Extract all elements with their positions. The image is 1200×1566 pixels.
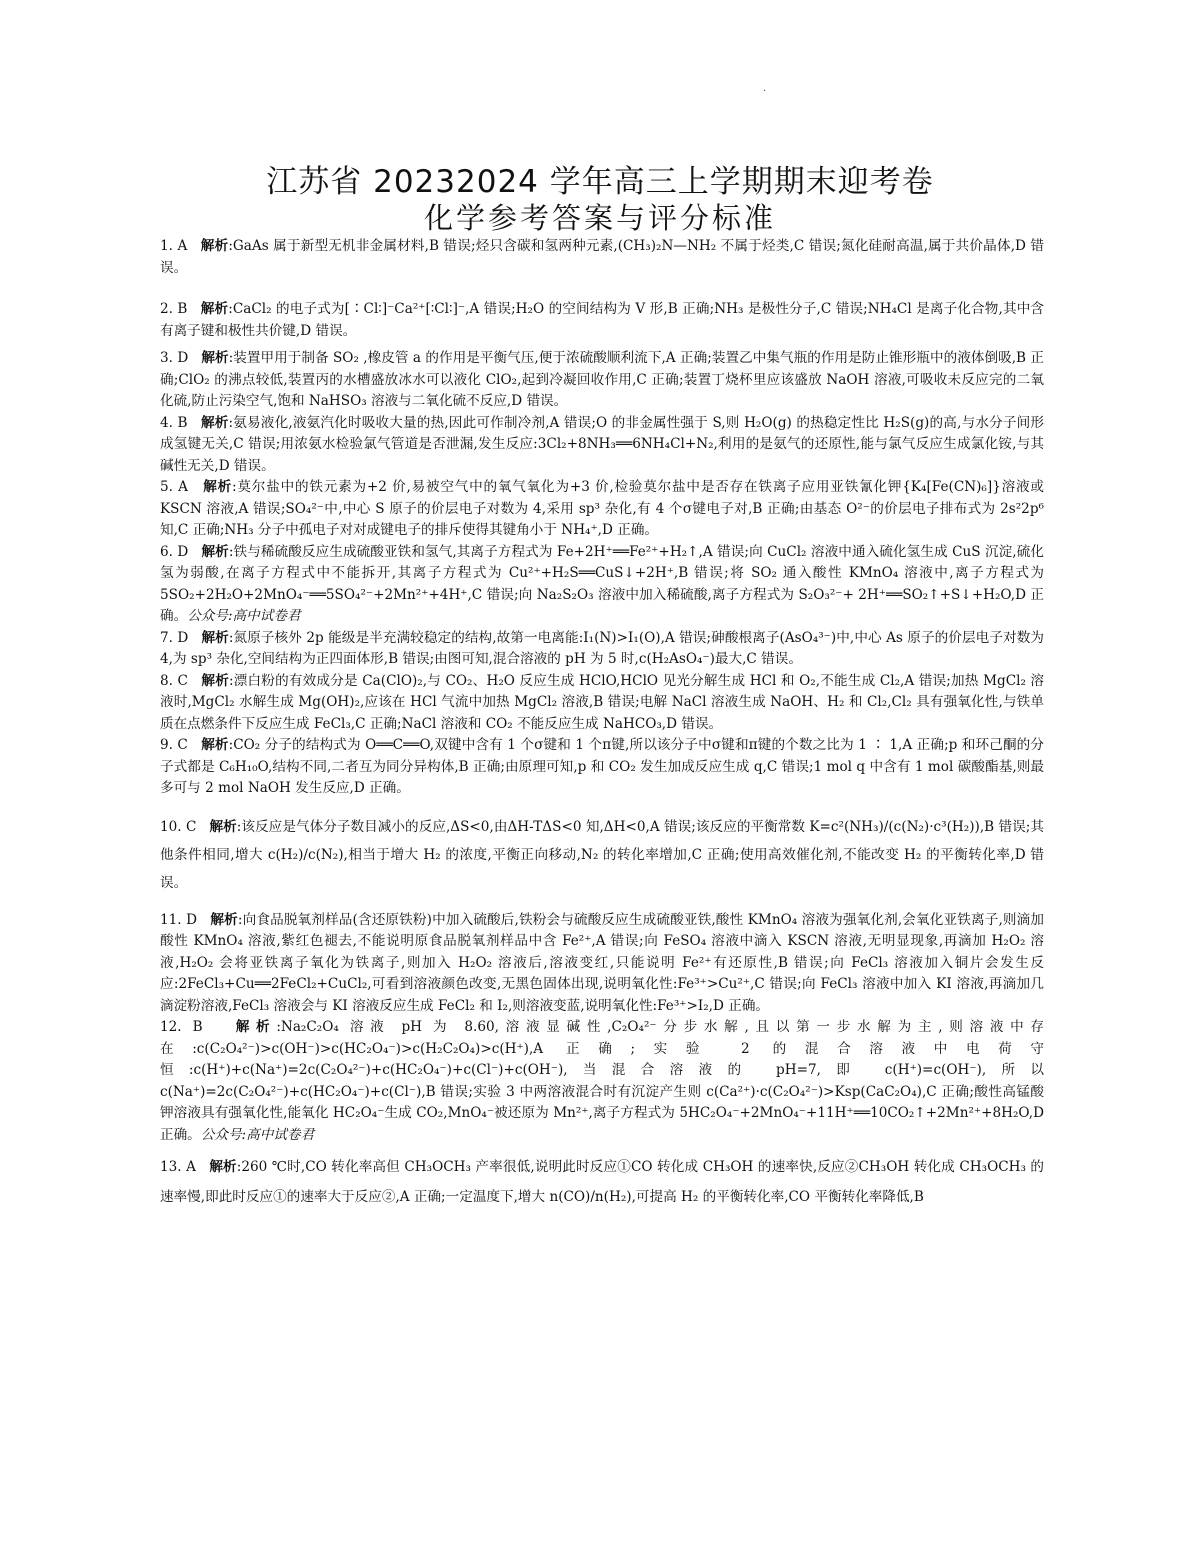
- answer-text: :氨易液化,液氨汽化时吸收大量的热,因此可作制冷剂,A 错误;O 的非金属性强于 S,则 H₂O(g) 的热稳定性比 H₂S(g)的高,与水分子间形成氢键无关,C 错误;用浓氨水检验氯气管道是否泄漏,发生反应:3Cl₂+8NH₃══6NH₄Cl+N₂,利用的是氨气的还原性,能与氯气反应生成氯化铵,与其碱性无关,D 错误。: [160, 414, 1045, 474]
- answer-label: 解析: [200, 414, 229, 431]
- answer-text: :CaCl₂ 的电子式为[∶Cl∶]⁻Ca²⁺[∶Cl∶]⁻,A 错误;H₂O 的空间结构为 V 形,B 正确;NH₃ 是极性分子,C 错误;NH₄Cl 是离子化合物,其中含有离子键和极性共价键,D 错误。: [160, 301, 1045, 339]
- answer-number: 8. C: [160, 672, 188, 689]
- answer-number: 7. D: [160, 629, 189, 646]
- answer-item-5: [160, 477, 1044, 542]
- answer-item-8: [160, 671, 1044, 736]
- top-dot: ·: [763, 86, 767, 97]
- answer-note: 公众号:高中试卷君: [200, 1126, 315, 1143]
- answer-number: 4. B: [160, 414, 188, 431]
- answer-label: 解析: [203, 479, 233, 495]
- answer-text: :铁与稀硫酸反应生成硫酸亚铁和氢气,其离子方程式为 Fe+2H⁺══Fe²⁺+H₂↑,A 错误;向 CuCl₂ 溶液中通入硫化氢生成 CuS 沉淀,硫化氢为弱酸,在离子方程式中不能拆开,其离子方程式为 Cu²⁺+H₂S══CuS↓+2H⁺,B 错误;将 SO₂ 通入酸性 KMnO₄ 溶液中,离子方程式为 5SO₂+2H₂O+2MnO₄⁻══5SO₄²⁻+2Mn²⁺+4H⁺,C 错误;向 Na₂S₂O₃ 溶液中加入稀硫酸,离子方程式为 S₂O₃²⁻+ 2H⁺══SO₂↑+S↓+H₂O,D 正确。: [160, 543, 1044, 624]
- answer-number: 6. D: [160, 543, 189, 560]
- answer-text: :氮原子核外 2p 能级是半充满较稳定的结构,故第一电离能:I₁(N)>I₁(O),A 错误;砷酸根离子(AsO₄³⁻)中,中心 As 原子的价层电子对数为 4,为 sp³ 杂化,空间结构为正四面体形,B 错误;由图可知,混合溶液的 pH 为 5 时,c(H₂AsO₄⁻)最大,C 错误。: [160, 629, 1044, 667]
- answer-label: 解析: [235, 1019, 277, 1035]
- answer-text: :莫尔盐中的铁元素为+2 价,易被空气中的氧气氧化为+3 价,检验莫尔盐中是否存在铁离子应用亚铁氰化钾{K₄[Fe(CN)₆]}溶液或 KSCN 溶液,A 错误;SO₄²⁻中,中心 S 原子的价层电子对数为 4,采用 sp³ 杂化,有 4 个σ键电子对,B 正确;由基态 O²⁻的价层电子排布式为 2s²2p⁶ 知,C 正确;NH₃ 分子中孤电子对对成键电子的排斥使得其键角小于 NH₄⁺,D 正确。: [160, 479, 1045, 538]
- answer-text: :该反应是气体分子数目减小的反应,ΔS<0,由ΔH-TΔS<0 知,ΔH<0,A 错误;该反应的平衡常数 K=c²(NH₃)/(c(N₂)·c³(H₂)),B 错误;其他条件相同,增大 c(H₂)/c(N₂),相当于增大 H₂ 的浓度,平衡正向移动,N₂ 的转化率增加,C 正确;使用高效催化剂,不能改变 H₂ 的平衡转化率,D 错误。: [160, 818, 1045, 891]
- answer-number: 3. D: [160, 350, 189, 366]
- answer-label: 解析: [209, 818, 237, 835]
- answer-label: 解析: [200, 238, 229, 254]
- answer-label: 解析: [201, 350, 229, 366]
- answer-number: 5. A: [160, 479, 188, 495]
- answer-label: 解析: [210, 911, 238, 928]
- answer-item-11: [160, 910, 1044, 1018]
- answer-number: 12. B: [160, 1019, 203, 1035]
- answer-item-1: [160, 236, 1044, 279]
- answer-label: 解析: [200, 301, 229, 317]
- answer-label: 解析: [209, 1159, 237, 1175]
- answer-text: :260 ℃时,CO 转化率高但 CH₃OCH₃ 产率很低,说明此时反应①CO 转化成 CH₃OH 的速率快,反应②CH₃OH 转化成 CH₃OCH₃ 的速率慢,即此时反应①的速率大于反应②,A 正确;一定温度下,增大 n(CO)/n(H₂),可提高 H₂ 的平衡转化率,CO 平衡转化率降低,B: [160, 1159, 1044, 1205]
- answer-text: :向食品脱氧剂样品(含还原铁粉)中加入硫酸后,铁粉会与硫酸反应生成硫酸亚铁,酸性 KMnO₄ 溶液为强氧化剂,会氧化亚铁离子,则滴加酸性 KMnO₄ 溶液,紫红色褪去,不能说明原食品脱氧剂样品中含 Fe²⁺,A 错误;向 FeSO₄ 溶液中滴入 KSCN 溶液,无明显现象,再滴加 H₂O₂ 溶液,H₂O₂ 会将亚铁离子氧化为铁离子,则加入 H₂O₂ 溶液后,溶液变红,只能说明 Fe²⁺有还原性,B 错误;向 FeCl₃ 溶液加入铜片会发生反应:2FeCl₃+Cu══2FeCl₂+CuCl₂,可看到溶液颜色改变,无黑色固体出现,说明氧化性:Fe³⁺>Cu²⁺,C 错误;向 FeCl₃ 溶液中加入 KI 溶液,再滴加几滴淀粉溶液,FeCl₃ 溶液会与 KI 溶液反应生成 FeCl₂ 和 I₂,则溶液变蓝,说明氧化性:Fe³⁺>I₂,D 正确。: [160, 911, 1044, 1014]
- answer-text: :Na₂C₂O₄ 溶液 pH 为 8.60,溶液显碱性,C₂O₄²⁻分步水解,且以第一步水解为主,则溶液中存在:c(C₂O₄²⁻)>c(OH⁻)>c(HC₂O₄⁻)>c(H₂C₂O₄)>c(H⁺),A 正确;实验 2 的混合溶液中电荷守恒:c(H⁺)+c(Na⁺)=2c(C₂O₄²⁻)+c(HC₂O₄⁻)+c(Cl⁻)+c(OH⁻),当混合溶液的 pH=7,即 c(H⁺)=c(OH⁻),所以 c(Na⁺)=2c(C₂O₄²⁻)+c(HC₂O₄⁻)+c(Cl⁻),B 错误;实验 3 中两溶液混合时有沉淀产生则 c(Ca²⁺)·c(C₂O₄²⁻)>Ksp(CaC₂O₄),C 正确;酸性高锰酸钾溶液具有强氧化性,能氧化 HC₂O₄⁻生成 CO₂,MnO₄⁻被还原为 Mn²⁺,离子方程式为 5HC₂O₄⁻+2MnO₄⁻+11H⁺══10CO₂↑+2Mn²⁺+8H₂O,D 正确。: [160, 1019, 1045, 1143]
- answer-item-3: [160, 348, 1044, 413]
- answer-number: 1. A: [160, 238, 188, 254]
- answer-text: :CO₂ 分子的结构式为 O══C══O,双键中含有 1 个σ键和 1 个π键,所以该分子中σ键和π键的个数之比为 1 ∶ 1,A 正确;p 和环己酮的分子式都是 C₆H₁₀O,结构不同,二者互为同分异构体,B 正确;由原理可知,p 和 CO₂ 发生加成反应生成 q,C 错误;1 mol q 中含有 1 mol 碳酸酯基,则最多可与 2 mol NaOH 发生反应,D 正确。: [160, 737, 1044, 796]
- page-title: 江苏省 20232024 学年高三上学期期末迎考卷: [266, 164, 934, 200]
- answer-item-6: [160, 542, 1044, 628]
- answer-number: 9. C: [160, 737, 188, 753]
- answer-text: :漂白粉的有效成分是 Ca(ClO)₂,与 CO₂、H₂O 反应生成 HClO,HClO 见光分解生成 HCl 和 O₂,不能生成 Cl₂,A 错误;加热 MgCl₂ 溶液时,MgCl₂ 水解生成 Mg(OH)₂,应该在 HCl 气流中加热 MgCl₂ 溶液,B 错误;电解 NaCl 溶液生成 NaOH、H₂ 和 Cl₂,Cl₂ 具有强氧化性,与铁单质在点燃条件下反应生成 FeCl₃,C 正确;NaCl 溶液和 CO₂ 不能反应生成 NaHCO₃,D 错误。: [160, 672, 1045, 732]
- answer-number: 2. B: [160, 301, 188, 317]
- answer-item-12: [160, 1017, 1044, 1146]
- answer-item-2: [160, 299, 1044, 342]
- answer-label: 解析: [201, 672, 229, 689]
- answer-number: 11. D: [160, 911, 197, 928]
- answer-label: 解析: [201, 737, 229, 753]
- answer-number: 13. A: [160, 1159, 196, 1175]
- answer-item-7: [160, 628, 1044, 671]
- answer-label: 解析: [201, 629, 229, 646]
- answer-item-4: [160, 413, 1044, 478]
- answer-number: 10. C: [160, 818, 197, 835]
- answer-label: 解析: [201, 543, 229, 560]
- answer-list: [160, 236, 1044, 1212]
- answer-note: 公众号:高中试卷君: [187, 608, 301, 624]
- answer-text: :GaAs 属于新型无机非金属材料,B 错误;烃只含碳和氢两种元素,(CH₃)₂N—NH₂ 不属于烃类,C 错误;氮化硅耐高温,属于共价晶体,D 错误。: [160, 238, 1045, 276]
- answer-item-13: [160, 1152, 1044, 1212]
- page-subtitle: 化学参考答案与评分标准: [423, 201, 776, 235]
- answer-text: :装置甲用于制备 SO₂ ,橡皮管 a 的作用是平衡气压,便于浓硫酸顺利流下,A 正确;装置乙中集气瓶的作用是防止锥形瓶中的液体倒吸,B 正确;ClO₂ 的沸点较低,装置丙的水槽盛放冰水可以液化 ClO₂,起到冷凝回收作用,C 正确;装置丁烧杯里应该盛放 NaOH 溶液,可吸收未反应完的二氧化硫,防止污染空气,饱和 NaHSO₃ 溶液与二氧化硫不反应,D 错误。: [160, 350, 1044, 409]
- answer-item-9: [160, 735, 1044, 800]
- answer-item-10: [160, 813, 1044, 897]
